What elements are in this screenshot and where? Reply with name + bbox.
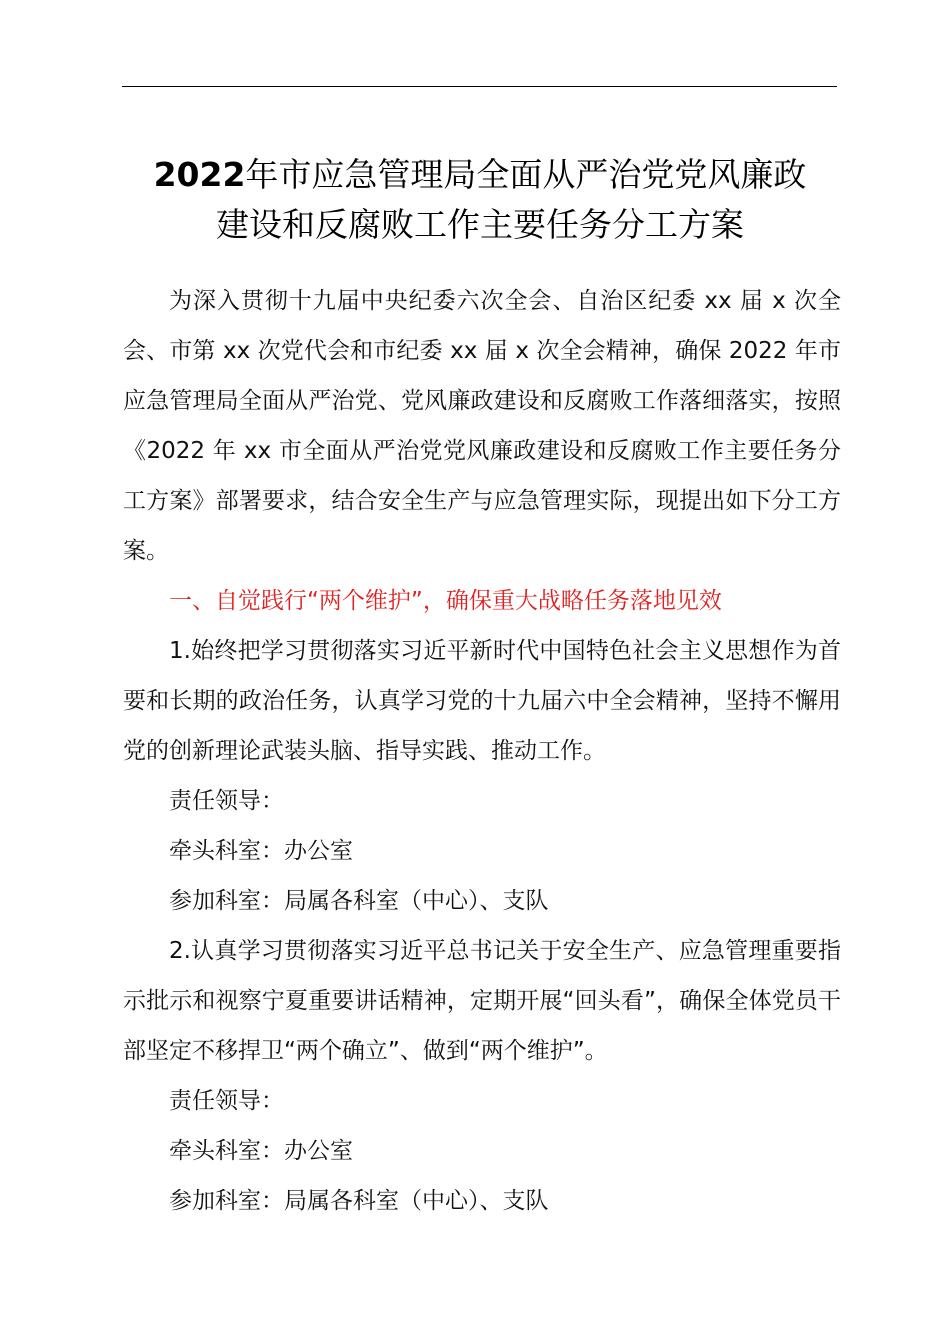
- item1-leader: 责任领导：: [169, 788, 284, 814]
- item2-join-dept: 参加科室：局属各科室（中心）、支队: [169, 1188, 549, 1214]
- item2-leader: 责任领导：: [169, 1088, 284, 1114]
- title-year: 2022: [153, 155, 246, 194]
- item1-lead-dept: 牵头科室：办公室: [169, 838, 353, 864]
- document-body: [123, 276, 841, 1226]
- item1-text: 1.始终把学习贯彻落实习近平新时代中国特色社会主义思想作为首要和长期的政治任务，认真学习党的十九届六中全会精神，坚持不懈用党的创新理论武装头脑、指导实践、推动工作。: [123, 638, 841, 764]
- intro-paragraph: 为深入贯彻十九届中央纪委六次全会、自治区纪委 xx 届 x 次全会、市第 xx 次党代会和市纪委 xx 届 x 次全会精神，确保 2022 年市应急管理局全面从严治党、党风廉政建设和反腐败工作落细落实，按照《2022 年 xx 市全面从严治党党风廉政建设和反腐败工作主要任务分工方案》部署要求，结合安全生产与应急管理实际，现提出如下分工方案。: [123, 288, 842, 564]
- document-title: [100, 150, 860, 250]
- header-rule: [122, 86, 837, 87]
- item1-join-dept: 参加科室：局属各科室（中心）、支队: [169, 888, 549, 914]
- title-line2: 建设和反腐败工作主要任务分工方案: [216, 205, 744, 244]
- title-line1: 年市应急管理局全面从严治党党风廉政: [245, 155, 807, 194]
- item2-text: 2.认真学习贯彻落实习近平总书记关于安全生产、应急管理重要指示批示和视察宁夏重要讲话精神，定期开展“回头看”，确保全体党员干部坚定不移捍卫“两个确立”、做到“两个维护”。: [123, 938, 841, 1064]
- item2-lead-dept: 牵头科室：办公室: [169, 1138, 353, 1164]
- section1-heading: 一、自觉践行“两个维护”，确保重大战略任务落地见效: [169, 588, 722, 614]
